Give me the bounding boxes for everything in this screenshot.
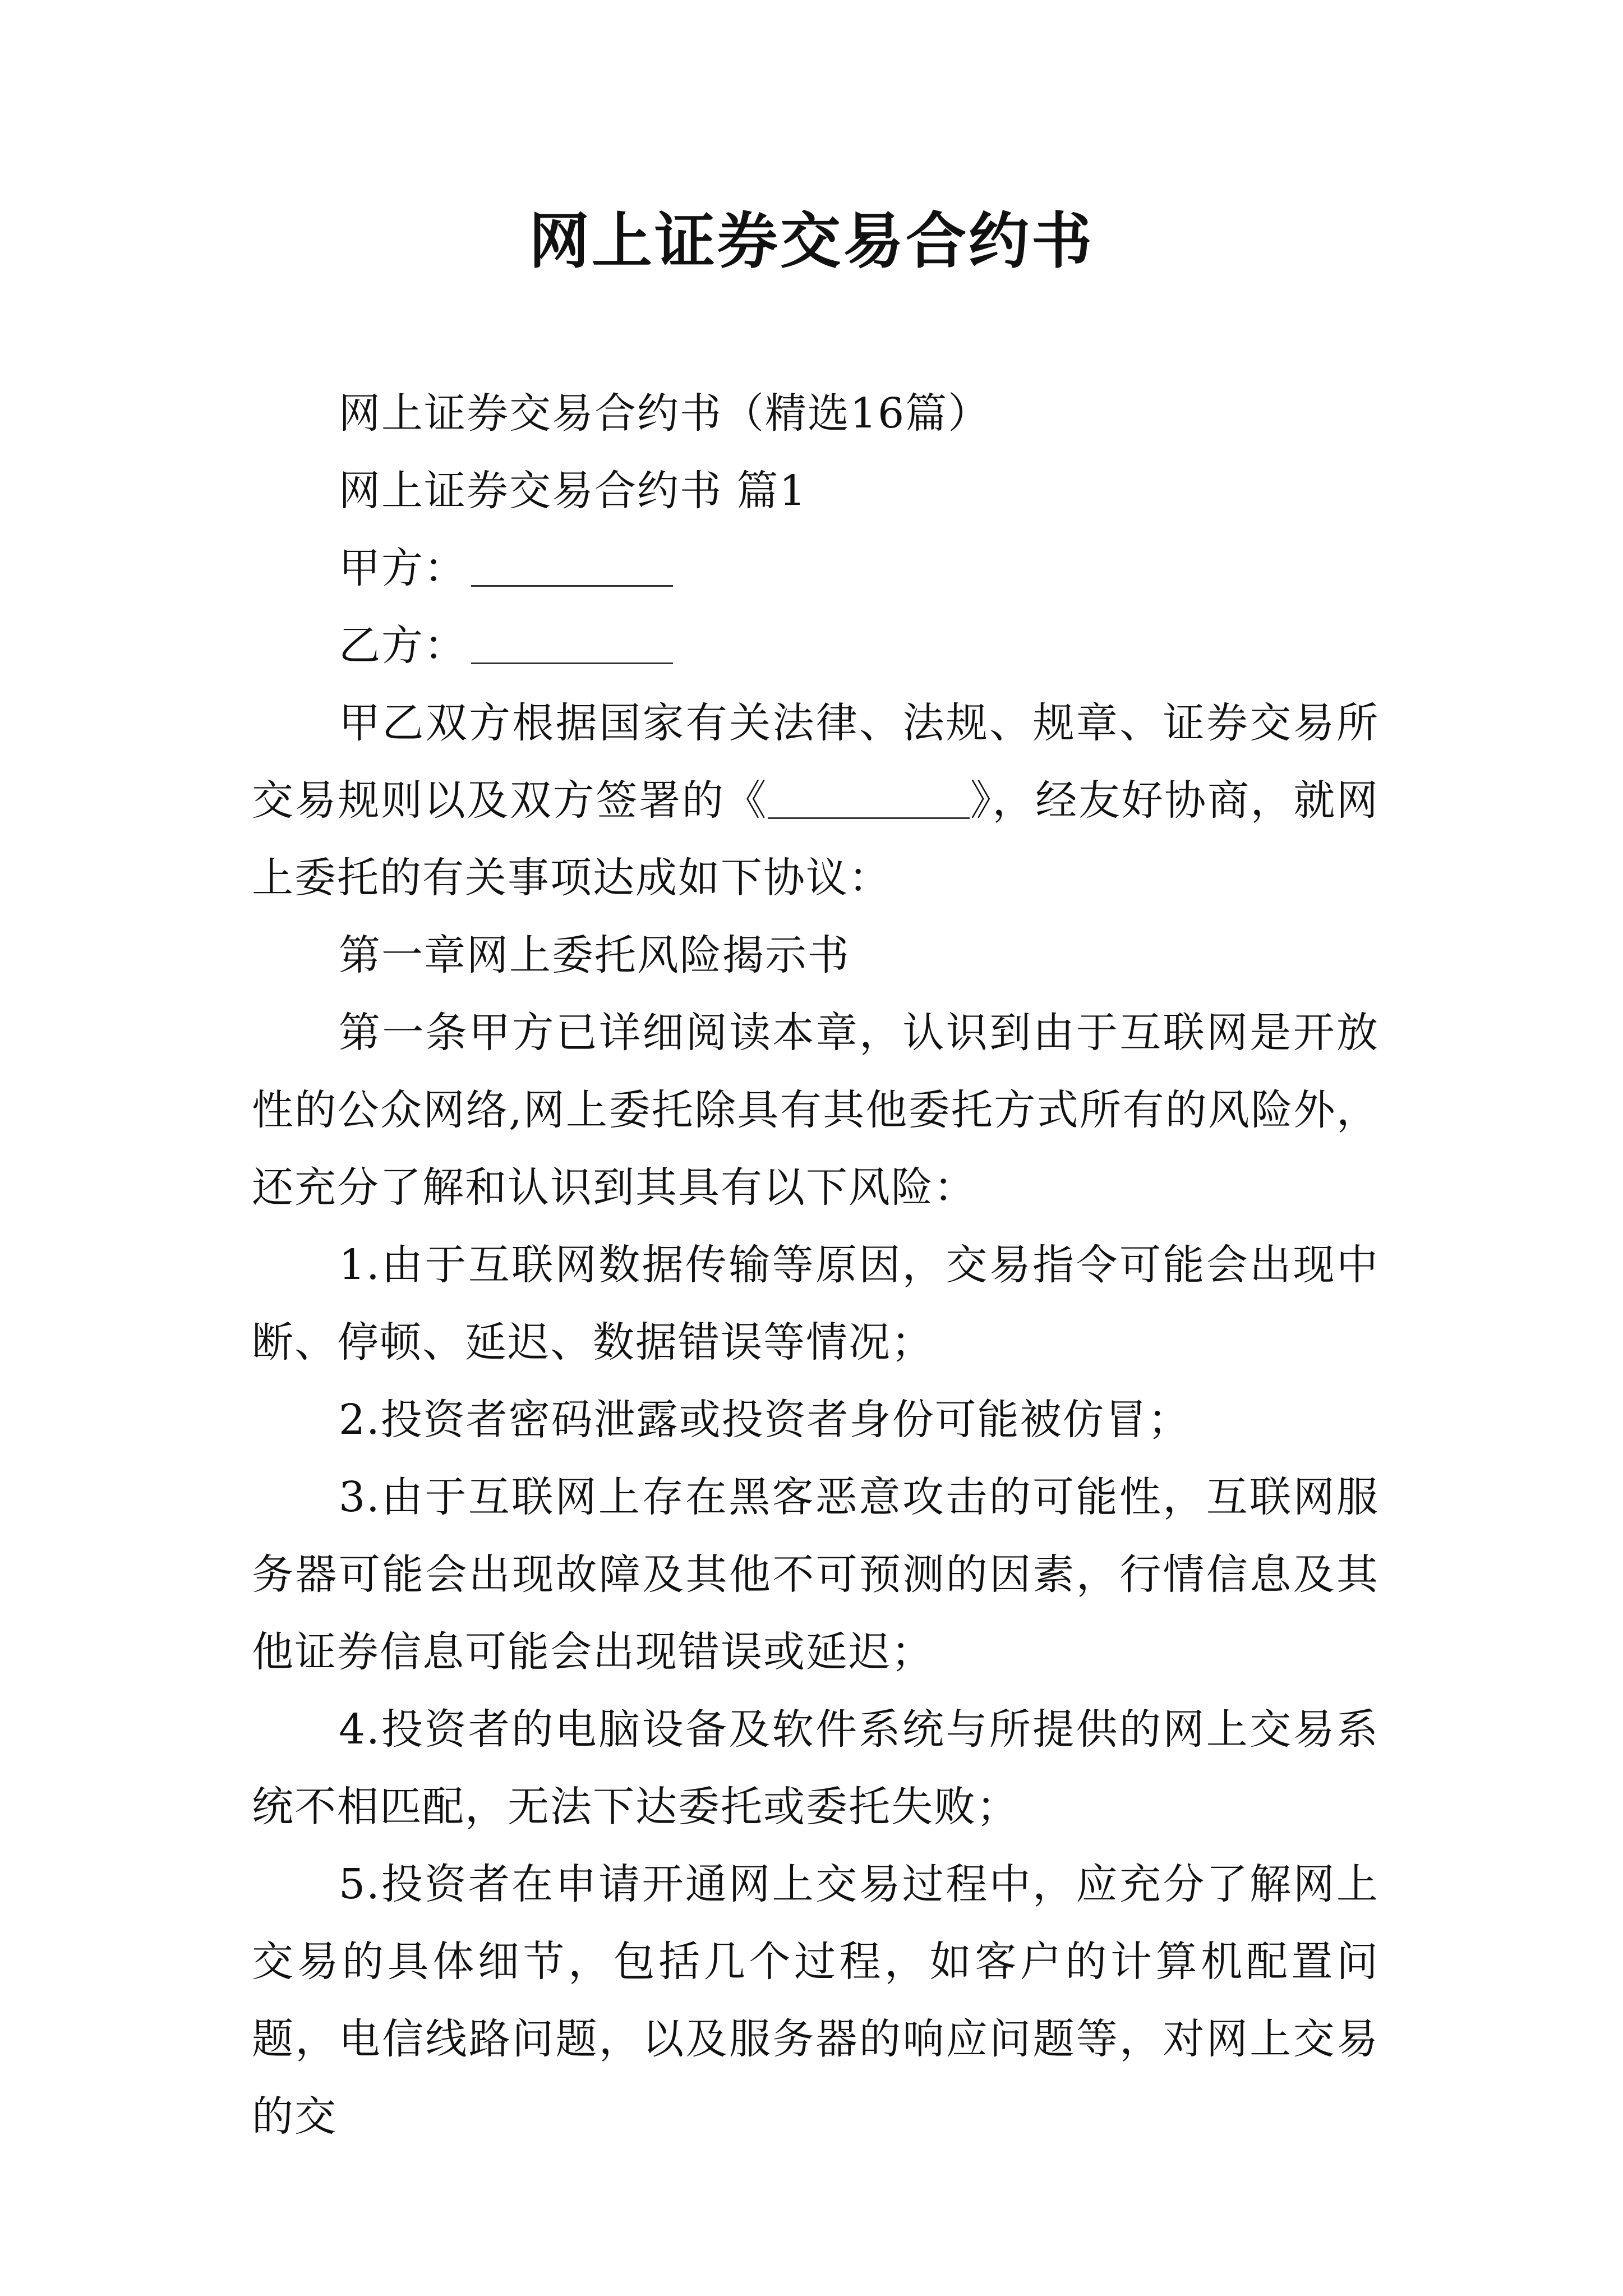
party-a-line — [252, 530, 1379, 607]
risk-item: 3.由于互联网上存在黑客恶意攻击的可能性，互联网服务器可能会出现故障及其他不可预测的因素，行情信息及其他证券信息可能会出现错误或延迟； — [252, 1473, 1379, 1676]
party-b-blank — [471, 623, 673, 664]
chapter-heading: 第一章网上委托风险揭示书 — [339, 931, 850, 979]
party-a-blank — [471, 546, 673, 587]
intro-text-part1: 甲乙双方根据国家有关法律、法规、规章、证券交易所交易规则以及双方签署的《 — [252, 699, 1379, 825]
party-a-label: 甲方： — [339, 544, 467, 592]
subtitle-line: 网上证券交易合约书（精选16篇） — [339, 389, 991, 438]
agreement-name-blank — [768, 778, 970, 819]
intro-paragraph — [252, 684, 1379, 917]
risk-item: 1.由于互联网数据传输等原因，交易指令可能会出现中断、停顿、延迟、数据错误等情况； — [252, 1241, 1379, 1366]
risk-item: 2.投资者密码泄露或投资者身份可能被仿冒； — [339, 1396, 1191, 1444]
intro-text-part2: 》，经友好协商，就网上委托的有关事项达成如下协议： — [252, 776, 1380, 902]
party-b-label: 乙方： — [339, 622, 467, 670]
section-header: 网上证券交易合约书 篇1 — [339, 467, 807, 515]
document-title: 网上证券交易合约书 — [528, 206, 1094, 277]
document-body — [252, 375, 1379, 2155]
risk-item: 4.投资者的电脑设备及软件系统与所提供的网上交易系统不相匹配，无法下达委托或委托失败； — [252, 1705, 1379, 1831]
article-paragraph: 第一条甲方已详细阅读本章，认识到由于互联网是开放性的公众网络,网上委托除具有其他委托方式所有的风险外，还充分了解和认识到其具有以下风险： — [252, 1009, 1379, 1212]
risk-item: 5.投资者在申请开通网上交易过程中，应充分了解网上交易的具体细节，包括几个过程，如客户的计算机配置问题，电信线路问题，以及服务器的响应问题等，对网上交易的交 — [252, 1860, 1379, 2141]
party-b-line — [252, 607, 1379, 684]
